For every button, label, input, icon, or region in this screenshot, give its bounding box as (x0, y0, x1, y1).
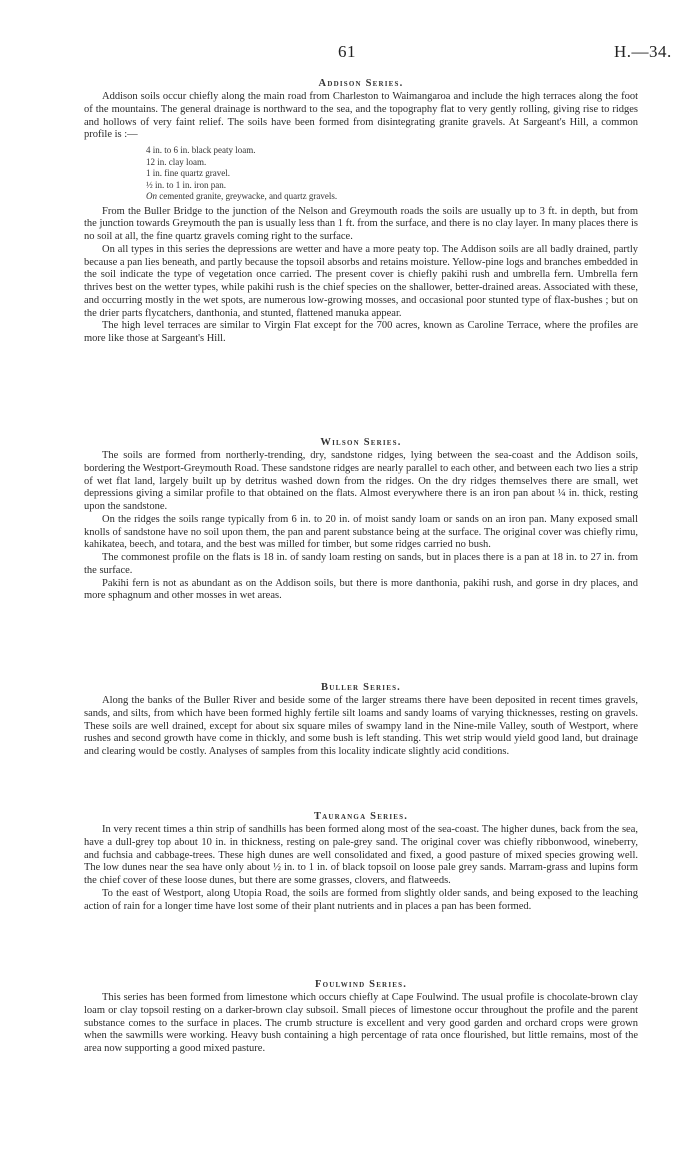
profile-prefix: On (146, 191, 157, 201)
profile-item: ½ in. to 1 in. iron pan. (146, 179, 226, 190)
section-title: Tauranga Series. (313, 811, 409, 822)
paragraph: On all types in this series the depressions are wetter and have a more peaty top. The Addison soils are all badly drained, partly because a pan lies beneath, and partly because the topsoil absorbs and retains moisture. Yellow-pine logs and branches embedded in the soil indicate the type of vegetation once carried. The present cover is chiefly pakihi rush and umbrella fern. Umbrella fern thrives best on the wetter types, while pakihi rush is the chief species on the shallower, better-drained areas. Associated with these, and occurring mostly in the wet spots, are numerous low-growing mosses, and occasional poor stunted type of flax-bushes ; but on the drier parts flycatchers, danthonia, and stunted, flattened manuka appear. (84, 243, 639, 319)
document-reference: H.—34. (614, 42, 672, 61)
paragraph: To the east of Westport, along Utopia Road, the soils are formed from slightly older sands, and being exposed to the leaching action of rain for a longer time have lost some of their plant nutrients and in places a pan has been formed. (84, 887, 638, 912)
profile-text: cemented granite, greywacke, and quartz gravels. (157, 191, 338, 201)
profile-item: 12 in. clay loam. (146, 156, 207, 167)
paragraph: The soils are formed from northerly-trending, dry, sandstone ridges, lying between the sea-coast and the Addison soils, bordering the Westport-Greymouth Road. These sandstone ridges are nearly parallel to each other, and between each two lies a strip of wet flat land, largely built up by detritus washed down from the ridges. On the dry ridges themselves there are small, wet depressions giving a similar profile to that obtained on the flats. Almost everywhere there is an iron pan about ¼ in. thick, resting upon the sandstone. (84, 450, 638, 512)
section-buller (84, 681, 638, 759)
paragraph: In very recent times a thin strip of sandhills has been formed along most of the sea-coast. The higher dunes, back from the sea, have a dull-grey top about 10 in. in thickness, resting on pale-grey sand. The original cover was chiefly ribbonwood, wineberry, and fuchsia and cabbage-trees. These high dunes are well consolidated and fixed, a good pasture of mixed species growing well. The low dunes near the sea have only about ½ in. to 1 in. of black topsoil on loose pale grey sands. Marram-grass and lupins form the chief cover of these loose dunes, but there are some grasses, clovers, and flatweeds. (84, 824, 638, 886)
paragraph: Addison soils occur chiefly along the main road from Charleston to Waimangaroa and include the high terraces along the foot of the mountains. The general drainage is northward to the sea, and the topography flat to very gently rolling, giving rise to ridges and hollows of very faint relief. The soils have been formed from disintegrating granite gravels. At Sargeant's Hill, a common profile is :— (84, 91, 638, 141)
profile-item: 1 in. fine quartz gravel. (146, 168, 230, 178)
section-title: Buller Series. (320, 682, 402, 693)
section-title: Foulwind Series. (314, 979, 408, 990)
profile-item: 4 in. to 6 in. black peaty loam. (146, 145, 256, 155)
section-title: Addison Series. (318, 78, 404, 89)
paragraph: This series has been formed from limestone which occurs chiefly at Cape Foulwind. The usual profile is chocolate-brown clay loam or clay topsoil resting on a darker-brown clay subsoil. Small pieces of limestone occur throughout the profile and the parent substance comes to the surface in places. The crumb structure is excellent and very good garden and orchard crops were grown when the sawmills were working. Heavy bush containing a high percentage of rata once flourished, but little remains, most of the area now supporting a good mixed pasture. (84, 992, 638, 1054)
paragraph: Pakihi fern is not as abundant as on the Addison soils, but there is more danthonia, pakihi rush, and gorse in dry places, and more sphagnum and other mosses in wet areas. (84, 577, 638, 602)
section-tauranga (84, 810, 638, 913)
paragraph: Along the banks of the Buller River and beside some of the larger streams there have been deposited in recent times gravels, sands, and silts, from which have been formed highly fertile silt loams and sandy loams of varying thicknesses, resting on gravels. These soils are well drained, except for about six square miles of swampy land in the Nine-mile Valley, south of Westport, where rushes and second growth have come in thickly, and some bush is left standing. This wet strip would yield good land, but drainage and clearing would be costly. Analyses of samples from this locality indicate slightly acid conditions. (84, 695, 638, 757)
section-title: Wilson Series. (320, 437, 402, 448)
soil-profile-list (146, 145, 638, 203)
section-addison (84, 77, 638, 346)
paragraph: From the Buller Bridge to the junction of the Nelson and Greymouth roads the soils are usually up to 3 ft. in depth, but from the junction towards Greymouth the pan is usually less than 1 ft. from the surface, and there is no clay layer. In many places there is no soil at all, the fine quartz gravels coming right to the surface. (84, 205, 639, 242)
section-wilson (84, 436, 638, 603)
paragraph: The high level terraces are similar to Virgin Flat except for the 700 acres, known as Caroline Terrace, where the profiles are more like those at Sargeant's Hill. (84, 320, 638, 344)
paragraph: On the ridges the soils range typically from 6 in. to 20 in. of moist sandy loam or sands on an iron pan. Many exposed small knolls of sandstone have no soil upon them, the pan and parent substance being at the surface. The original cover was chiefly rimu, kahikatea, beech, and totara, and the best was milled for timber, but some ridges carried no bush. (84, 513, 638, 551)
paragraph: The commonest profile on the flats is 18 in. of sandy loam resting on sands, but in places there is a pan at 18 in. to 27 in. from the surface. (84, 552, 638, 576)
page-number: 61 (338, 42, 356, 61)
section-foulwind (84, 978, 638, 1056)
profile-item (146, 191, 638, 203)
